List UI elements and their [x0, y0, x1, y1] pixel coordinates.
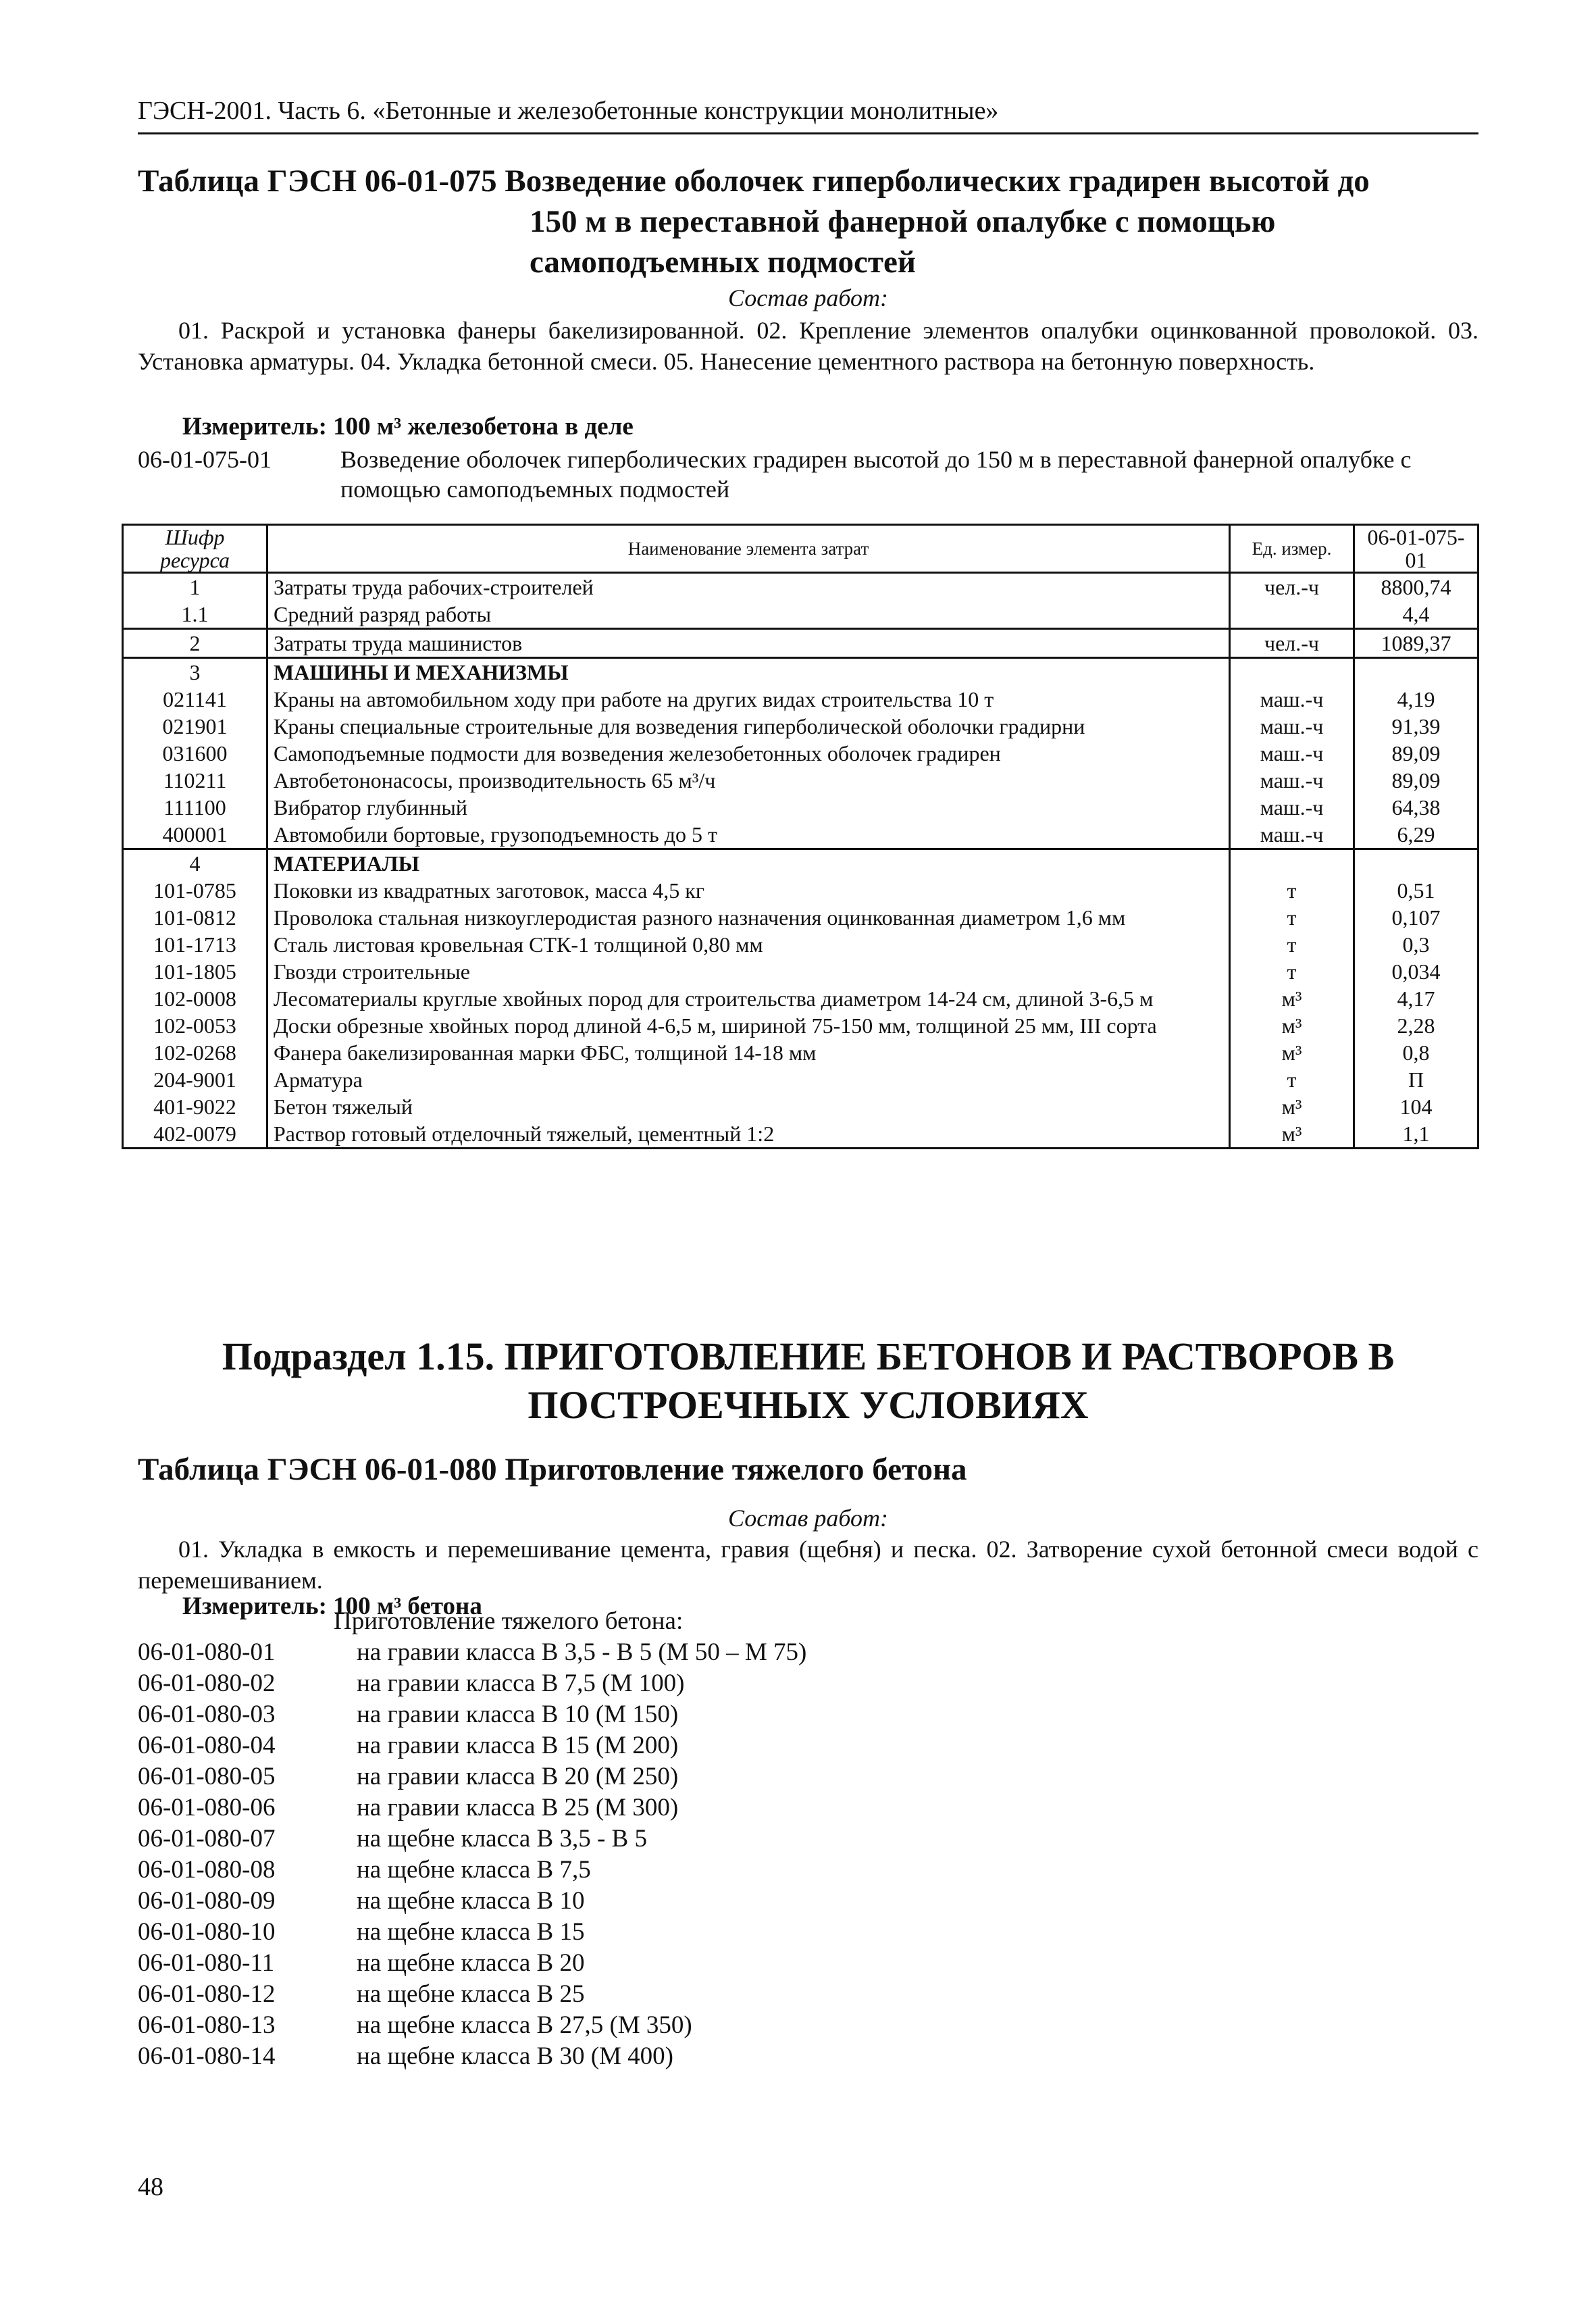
cell-code: 204-9001: [123, 1066, 267, 1093]
table-row: [123, 713, 1478, 740]
list-item-code: 06-01-080-06: [138, 1794, 276, 1821]
list-item: [138, 1824, 1478, 1855]
subsection-title-line1: Подраздел 1.15. ПРИГОТОВЛЕНИЕ БЕТОНОВ И РАСТВОРОВ В: [222, 1334, 1395, 1378]
norm-list-intro: Приготовление тяжелого бетона:: [334, 1607, 684, 1635]
cell-unit: т: [1230, 958, 1354, 985]
cell-unit: м³: [1230, 1012, 1354, 1039]
cell-value: 89,09: [1354, 740, 1478, 767]
list-item: [138, 1700, 1478, 1731]
list-item: [138, 1731, 1478, 1762]
cell-name: Поковки из квадратных заготовок, масса 4,5 кг: [267, 877, 1230, 904]
list-item: [138, 1762, 1478, 1793]
cell-code: 400001: [123, 821, 267, 849]
table-row: [123, 985, 1478, 1012]
table1-title-line3: самоподъемных подмостей: [530, 245, 916, 280]
cell-name: Вибратор глубинный: [267, 794, 1230, 821]
table2-measure: Измеритель: 100 м³ бетона: [182, 1592, 482, 1620]
table-row: [123, 1012, 1478, 1039]
cell-code: 031600: [123, 740, 267, 767]
resource-table-header: [123, 525, 1478, 573]
list-item-code: 06-01-080-13: [138, 2011, 276, 2039]
norm-list: [138, 1607, 1478, 2073]
table1-title: [138, 161, 1478, 282]
cell-name: Бетон тяжелый: [267, 1093, 1230, 1120]
cell-unit: т: [1230, 877, 1354, 904]
list-item-desc: на щебне класса В 30 (М 400): [357, 2042, 673, 2070]
cell-code: 2: [123, 629, 267, 658]
cell-value: П: [1354, 1066, 1478, 1093]
cell-code: 4: [123, 849, 267, 878]
resource-table: [122, 524, 1479, 1149]
list-item-code: 06-01-080-05: [138, 1763, 276, 1790]
table-row: [123, 1066, 1478, 1093]
list-item: [138, 1855, 1478, 1886]
cell-value: 89,09: [1354, 767, 1478, 794]
cell-name: Раствор готовый отделочный тяжелый, цементный 1:2: [267, 1120, 1230, 1149]
cell-unit: м³: [1230, 1039, 1354, 1066]
cell-name: Фанера бакелизированная марки ФБС, толщиной 14-18 мм: [267, 1039, 1230, 1066]
table-row: [123, 767, 1478, 794]
list-item: [138, 1917, 1478, 1948]
list-item-desc: на щебне класса В 27,5 (М 350): [357, 2011, 692, 2039]
cell-value: 91,39: [1354, 713, 1478, 740]
list-item-desc: на щебне класса В 20: [357, 1949, 585, 1977]
cell-name: МАШИНЫ И МЕХАНИЗМЫ: [267, 658, 1230, 686]
list-item-desc: на гравии класса В 15 (М 200): [357, 1732, 679, 1759]
cell-name: Доски обрезные хвойных пород длиной 4-6,5 м, шириной 75-150 мм, толщиной 25 мм, III сорта: [267, 1012, 1230, 1039]
cell-name: Затраты труда рабочих-строителей: [267, 573, 1230, 601]
cell-value: 0,107: [1354, 904, 1478, 931]
cell-value: 6,29: [1354, 821, 1478, 849]
list-item-code: 06-01-080-11: [138, 1949, 275, 1977]
table-row: [123, 1120, 1478, 1149]
col-header-unit: Ед. измер.: [1230, 525, 1354, 573]
table1-sostav-label: Состав работ:: [728, 284, 888, 311]
list-item-code: 06-01-080-09: [138, 1887, 276, 1915]
cell-code: 111100: [123, 794, 267, 821]
table-row: [123, 958, 1478, 985]
cell-value: 0,8: [1354, 1039, 1478, 1066]
cell-unit: чел.-ч: [1230, 629, 1354, 658]
list-item-code: 06-01-080-14: [138, 2042, 276, 2070]
cell-unit: маш.-ч: [1230, 767, 1354, 794]
col-header-name: Наименование элемента затрат: [267, 525, 1230, 573]
table-row: [123, 601, 1478, 629]
cell-unit: маш.-ч: [1230, 821, 1354, 849]
list-item-code: 06-01-080-03: [138, 1701, 276, 1728]
list-item-code: 06-01-080-08: [138, 1856, 276, 1884]
cell-name: Арматура: [267, 1066, 1230, 1093]
cell-value: 4,19: [1354, 686, 1478, 713]
cell-name: Автобетононасосы, производительность 65 м³/ч: [267, 767, 1230, 794]
list-item: [138, 1669, 1478, 1700]
table-row: [123, 904, 1478, 931]
col-header-value: 06-01-075-01: [1354, 525, 1478, 573]
cell-code: 402-0079: [123, 1120, 267, 1149]
cell-name: Средний разряд работы: [267, 601, 1230, 629]
cell-name: Автомобили бортовые, грузоподъемность до 5 т: [267, 821, 1230, 849]
cell-value: 4,4: [1354, 601, 1478, 629]
cell-value: 104: [1354, 1093, 1478, 1120]
list-item-desc: на гравии класса В 7,5 (М 100): [357, 1669, 685, 1697]
table-row: [123, 629, 1478, 658]
cell-code: 1.1: [123, 601, 267, 629]
cell-code: 110211: [123, 767, 267, 794]
table-row: [123, 658, 1478, 686]
cell-name: Лесоматериалы круглые хвойных пород для строительства диаметром 14-24 см, длиной 3-6,5 м: [267, 985, 1230, 1012]
cell-code: 102-0053: [123, 1012, 267, 1039]
subsection-title: [138, 1332, 1478, 1430]
cell-code: 102-0268: [123, 1039, 267, 1066]
cell-name: Краны специальные строительные для возведения гиперболической оболочки градирни: [267, 713, 1230, 740]
cell-name: Проволока стальная низкоуглеродистая разного назначения оцинкованная диаметром 1,6 мм: [267, 904, 1230, 931]
list-item: [138, 2011, 1478, 2042]
list-item: [138, 1948, 1478, 1980]
list-item-desc: на щебне класса В 15: [357, 1918, 585, 1946]
cell-code: 021901: [123, 713, 267, 740]
cell-code: 101-1805: [123, 958, 267, 985]
list-item: [138, 1638, 1478, 1669]
list-item: [138, 1793, 1478, 1824]
cell-unit: маш.-ч: [1230, 686, 1354, 713]
table-row: [123, 1093, 1478, 1120]
running-header: ГЭСН-2001. Часть 6. «Бетонные и железобетонные конструкции монолитные»: [138, 96, 1478, 134]
cell-value: 1089,37: [1354, 629, 1478, 658]
table1-works-text: 01. Раскрой и установка фанеры бакелизированной. 02. Крепление элементов опалубки оцинкованной проволокой. 03. Установка арматуры. 04. Укладка бетонной смеси. 05. Нанесение цементного раствора на бетонную поверхность.: [138, 317, 1478, 375]
cell-value: 64,38: [1354, 794, 1478, 821]
cell-code: 3: [123, 658, 267, 686]
cell-code: 1: [123, 573, 267, 601]
cell-code: 101-1713: [123, 931, 267, 958]
cell-value: 2,28: [1354, 1012, 1478, 1039]
cell-name: Самоподъемные подмости для возведения железобетонных оболочек градирен: [267, 740, 1230, 767]
cell-name: Сталь листовая кровельная СТК-1 толщиной 0,80 мм: [267, 931, 1230, 958]
cell-value: 4,17: [1354, 985, 1478, 1012]
table-row: [123, 849, 1478, 878]
cell-unit: чел.-ч: [1230, 573, 1354, 601]
page-number: 48: [138, 2173, 163, 2201]
list-item-code: 06-01-080-07: [138, 1825, 276, 1853]
table-row: [123, 573, 1478, 601]
cell-unit: т: [1230, 1066, 1354, 1093]
cell-value: 0,3: [1354, 931, 1478, 958]
list-item-code: 06-01-080-12: [138, 1980, 276, 2008]
list-item-code: 06-01-080-04: [138, 1732, 276, 1759]
list-item: [138, 1886, 1478, 1917]
table1-measure: Измеритель: 100 м³ железобетона в деле: [182, 413, 634, 441]
cell-unit: м³: [1230, 1120, 1354, 1149]
table1-title-line1: Таблица ГЭСН 06-01-075 Возведение оболочек гиперболических градирен высотой до: [138, 164, 1370, 199]
cell-value: 1,1: [1354, 1120, 1478, 1149]
list-item-desc: на щебне класса В 7,5: [357, 1856, 591, 1884]
list-item: [138, 1980, 1478, 2011]
cell-code: 101-0785: [123, 877, 267, 904]
cell-name: Затраты труда машинистов: [267, 629, 1230, 658]
table-row: [123, 877, 1478, 904]
table-row: [123, 740, 1478, 767]
table2-title: Таблица ГЭСН 06-01-080 Приготовление тяжелого бетона: [138, 1452, 967, 1487]
table2-sostav-label: Состав работ:: [728, 1505, 888, 1532]
list-item: [138, 2042, 1478, 2073]
cell-code: 401-9022: [123, 1093, 267, 1120]
list-item-code: 06-01-080-01: [138, 1638, 276, 1666]
table1-norm-desc: Возведение оболочек гиперболических градирен высотой до 150 м в переставной фанерной опалубке с помощью самоподъемных подмостей: [340, 446, 1412, 503]
table-row: [123, 821, 1478, 849]
cell-name: МАТЕРИАЛЫ: [267, 849, 1230, 878]
table2-works-text: 01. Укладка в емкость и перемешивание цемента, гравия (щебня) и песка. 02. Затворение сухой бетонной смеси водой с перемешиванием.: [138, 1536, 1478, 1594]
cell-value: [1354, 658, 1478, 686]
list-item-desc: на гравии класса В 20 (М 250): [357, 1763, 679, 1790]
cell-unit: маш.-ч: [1230, 713, 1354, 740]
cell-unit: м³: [1230, 1093, 1354, 1120]
list-item-code: 06-01-080-02: [138, 1669, 276, 1697]
cell-name: Краны на автомобильном ходу при работе на других видах строительства 10 т: [267, 686, 1230, 713]
cell-unit: т: [1230, 904, 1354, 931]
cell-value: [1354, 849, 1478, 878]
table-row: [123, 931, 1478, 958]
table-row: [123, 1039, 1478, 1066]
list-item-code: 06-01-080-10: [138, 1918, 276, 1946]
cell-unit: маш.-ч: [1230, 740, 1354, 767]
cell-code: 021141: [123, 686, 267, 713]
subsection-title-line2: ПОСТРОЕЧНЫХ УСЛОВИЯХ: [527, 1383, 1089, 1427]
cell-unit: маш.-ч: [1230, 794, 1354, 821]
table-row: [123, 686, 1478, 713]
table-row: [123, 794, 1478, 821]
cell-name: Гвозди строительные: [267, 958, 1230, 985]
list-item-desc: на щебне класса В 3,5 - В 5: [357, 1825, 647, 1853]
table1-norm-code: 06-01-075-01: [138, 446, 272, 473]
list-item-desc: на щебне класса В 10: [357, 1887, 585, 1915]
cell-value: 0,034: [1354, 958, 1478, 985]
table1-title-line2: 150 м в переставной фанерной опалубке с помощью: [530, 204, 1276, 239]
list-item-desc: на гравии класса В 10 (М 150): [357, 1701, 679, 1728]
cell-value: 0,51: [1354, 877, 1478, 904]
cell-code: 102-0008: [123, 985, 267, 1012]
cell-unit: [1230, 601, 1354, 629]
cell-unit: м³: [1230, 985, 1354, 1012]
cell-unit: [1230, 658, 1354, 686]
cell-unit: [1230, 849, 1354, 878]
cell-unit: т: [1230, 931, 1354, 958]
list-item-desc: на гравии класса В 25 (М 300): [357, 1794, 679, 1821]
list-item-desc: на щебне класса В 25: [357, 1980, 585, 2008]
list-item-desc: на гравии класса В 3,5 - В 5 (М 50 – М 75): [357, 1638, 807, 1666]
col-header-code: Шифр ресурса: [123, 525, 267, 573]
cell-value: 8800,74: [1354, 573, 1478, 601]
cell-code: 101-0812: [123, 904, 267, 931]
